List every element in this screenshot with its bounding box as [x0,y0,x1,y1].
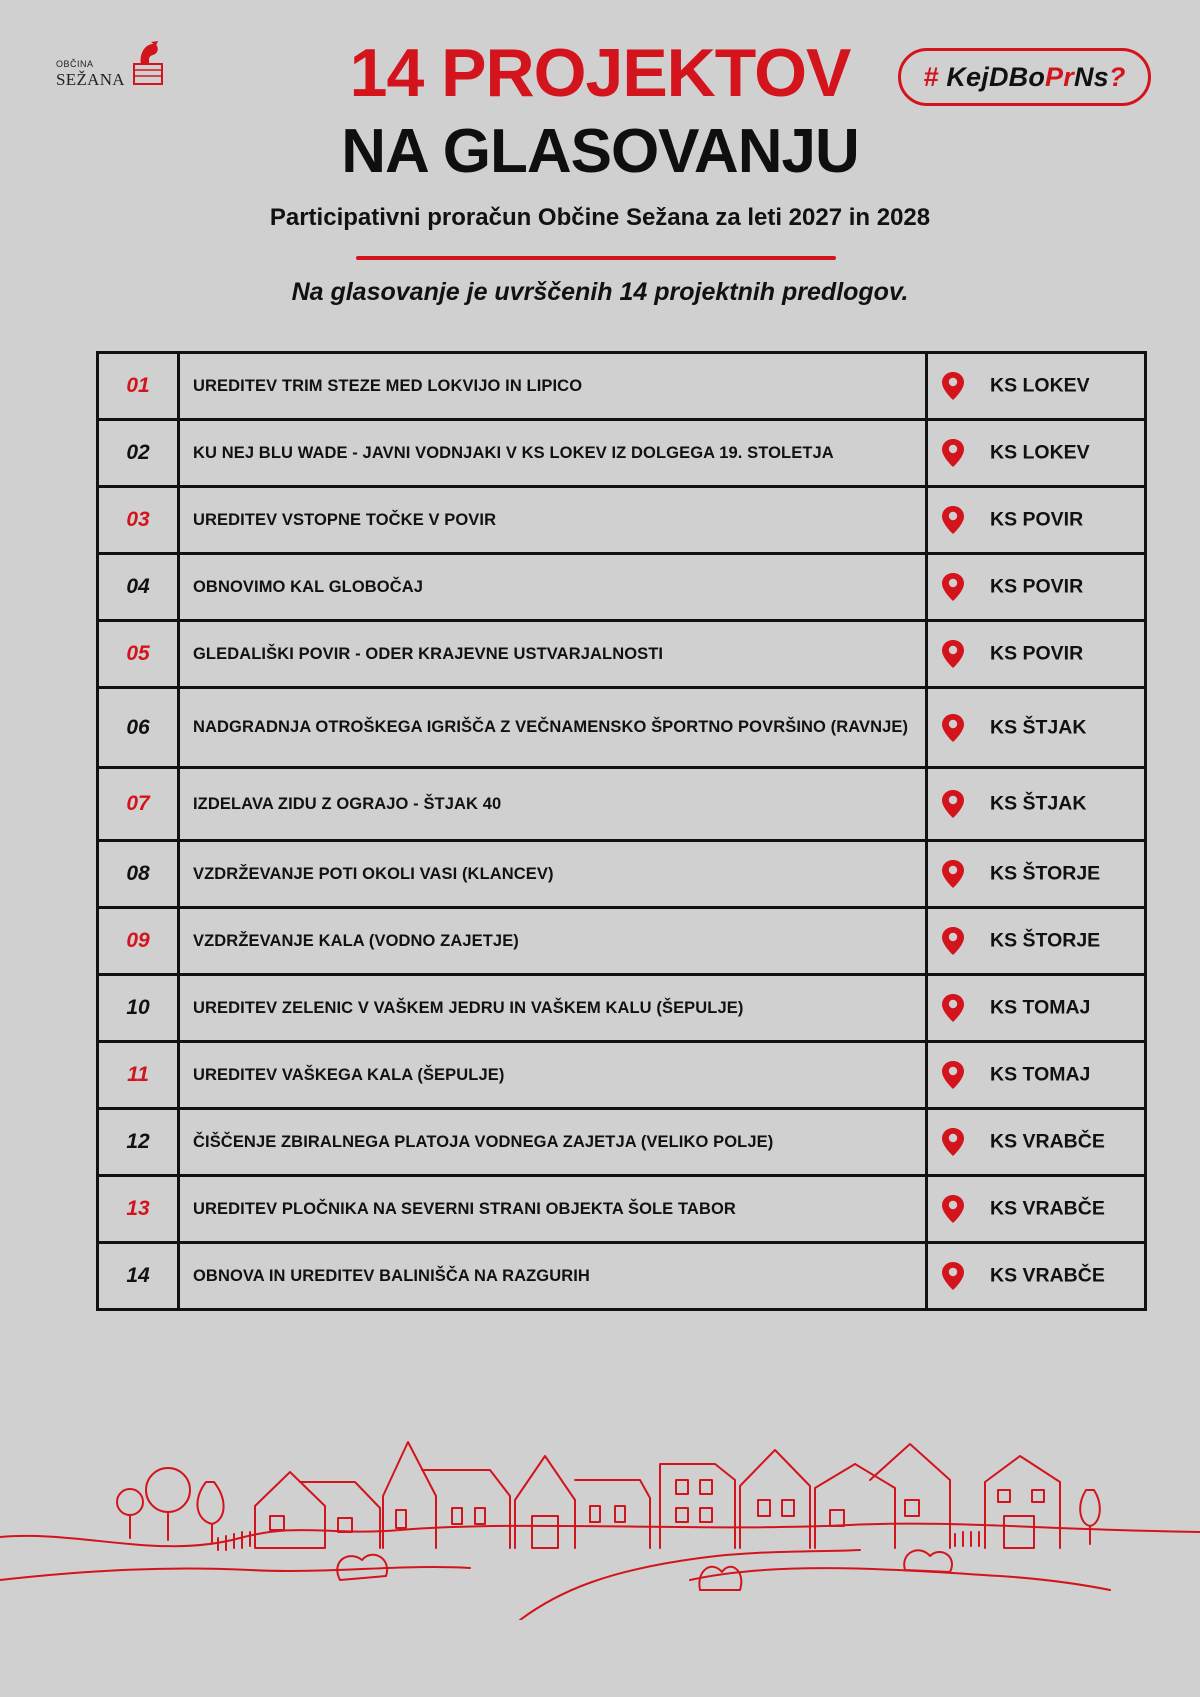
project-name: UREDITEV VSTOPNE TOČKE V POVIR [179,487,927,554]
map-pin-icon [941,1127,965,1157]
lead-text: Na glasovanje je uvrščenih 14 projektnih predlogov. [291,278,909,306]
project-location-cell [927,554,1146,621]
divider-rule [356,256,836,260]
map-pin-icon [941,1060,965,1090]
project-location-cell [927,1042,1146,1109]
project-name: OBNOVA IN UREDITEV BALINIŠČA NA RAZGURIH [179,1243,927,1310]
project-name: OBNOVIMO KAL GLOBOČAJ [179,554,927,621]
table-row [98,420,1146,487]
map-pin-icon [941,789,965,819]
project-number: 02 [98,420,179,487]
project-location: KS TOMAJ [990,996,1091,1019]
project-number: 08 [98,841,179,908]
project-location: KS ŠTORJE [990,862,1101,885]
project-name: KU NEJ BLU WADE - JAVNI VODNJAKI V KS LOKEV IZ DOLGEGA 19. STOLETJA [179,420,927,487]
project-number: 11 [98,1042,179,1109]
table-row [98,768,1146,841]
table-row [98,1109,1146,1176]
map-pin-icon [941,639,965,669]
project-number: 10 [98,975,179,1042]
project-name: UREDITEV VAŠKEGA KALA (ŠEPULJE) [179,1042,927,1109]
project-name: IZDELAVA ZIDU Z OGRAJO - ŠTJAK 40 [179,768,927,841]
project-location-cell [927,975,1146,1042]
project-location: KS POVIR [990,508,1084,531]
hashtag-question: ? [1108,61,1126,92]
project-number: 12 [98,1109,179,1176]
table-row [98,487,1146,554]
project-location-cell [927,1243,1146,1310]
project-number: 04 [98,554,179,621]
title-line-1: 14 PROJEKTOV [349,35,851,111]
project-name: VZDRŽEVANJE KALA (VODNO ZAJETJE) [179,908,927,975]
project-name: ČIŠČENJE ZBIRALNEGA PLATOJA VODNEGA ZAJETJA (VELIKO POLJE) [179,1109,927,1176]
project-name: NADGRADNJA OTROŠKEGA IGRIŠČA Z VEČNAMENSKO ŠPORTNO POVRŠINO (RAVNJE) [179,688,927,768]
project-location-cell [927,621,1146,688]
project-location-cell [927,487,1146,554]
map-pin-icon [941,713,965,743]
map-pin-icon [941,438,965,468]
hashtag-part3: Ns [1073,61,1109,92]
project-location-cell [927,1176,1146,1243]
project-location-cell [927,1109,1146,1176]
project-name: UREDITEV PLOČNIKA NA SEVERNI STRANI OBJEKTA ŠOLE TABOR [179,1176,927,1243]
hashtag-part2: Pr [1045,61,1074,92]
project-location-cell [927,908,1146,975]
logo-big-text: SEŽANA [56,70,125,89]
project-location-cell [927,768,1146,841]
table-row [98,841,1146,908]
project-name: VZDRŽEVANJE POTI OKOLI VASI (KLANCEV) [179,841,927,908]
project-location-cell [927,688,1146,768]
projects-table [96,351,1147,1311]
table-row [98,975,1146,1042]
map-pin-icon [941,1261,965,1291]
table-row [98,353,1146,420]
project-location: KS LOKEV [990,374,1090,397]
project-location-cell [927,353,1146,420]
map-pin-icon [941,926,965,956]
project-location-cell [927,420,1146,487]
map-pin-icon [941,859,965,889]
map-pin-icon [941,505,965,535]
project-location: KS POVIR [990,642,1084,665]
village-illustration [0,1420,1200,1620]
project-location: KS ŠTORJE [990,929,1101,952]
project-location: KS LOKEV [990,441,1090,464]
table-row [98,1243,1146,1310]
table-row [98,1042,1146,1109]
project-number: 09 [98,908,179,975]
table-row [98,621,1146,688]
project-name: UREDITEV ZELENIC V VAŠKEM JEDRU IN VAŠKEM KALU (ŠEPULJE) [179,975,927,1042]
project-location: KS VRABČE [990,1197,1105,1220]
project-location: KS VRABČE [990,1130,1105,1153]
project-location: KS ŠTJAK [990,792,1087,815]
project-number: 05 [98,621,179,688]
project-location: KS VRABČE [990,1264,1105,1287]
map-pin-icon [941,993,965,1023]
table-row [98,908,1146,975]
project-number: 03 [98,487,179,554]
project-name: GLEDALIŠKI POVIR - ODER KRAJEVNE USTVARJALNOSTI [179,621,927,688]
map-pin-icon [941,371,965,401]
subtitle: Participativni proračun Občine Sežana za leti 2027 in 2028 [269,204,931,231]
logo-small-text: OBČINA [56,59,94,69]
hashtag-part1: KejDBo [946,61,1046,92]
table-row [98,688,1146,768]
table-row [98,1176,1146,1243]
project-number: 06 [98,688,179,768]
project-location: KS ŠTJAK [990,716,1087,738]
project-location-cell [927,841,1146,908]
project-number: 01 [98,353,179,420]
project-name: UREDITEV TRIM STEZE MED LOKVIJO IN LIPICO [179,353,927,420]
table-row [98,554,1146,621]
project-number: 07 [98,768,179,841]
project-number: 13 [98,1176,179,1243]
map-pin-icon [941,572,965,602]
map-pin-icon [941,1194,965,1224]
hashtag-hash: # [923,61,939,92]
project-location: KS POVIR [990,575,1084,598]
title-line-2: NA GLASOVANJU [341,117,859,186]
project-location: KS TOMAJ [990,1063,1091,1086]
project-number: 14 [98,1243,179,1310]
